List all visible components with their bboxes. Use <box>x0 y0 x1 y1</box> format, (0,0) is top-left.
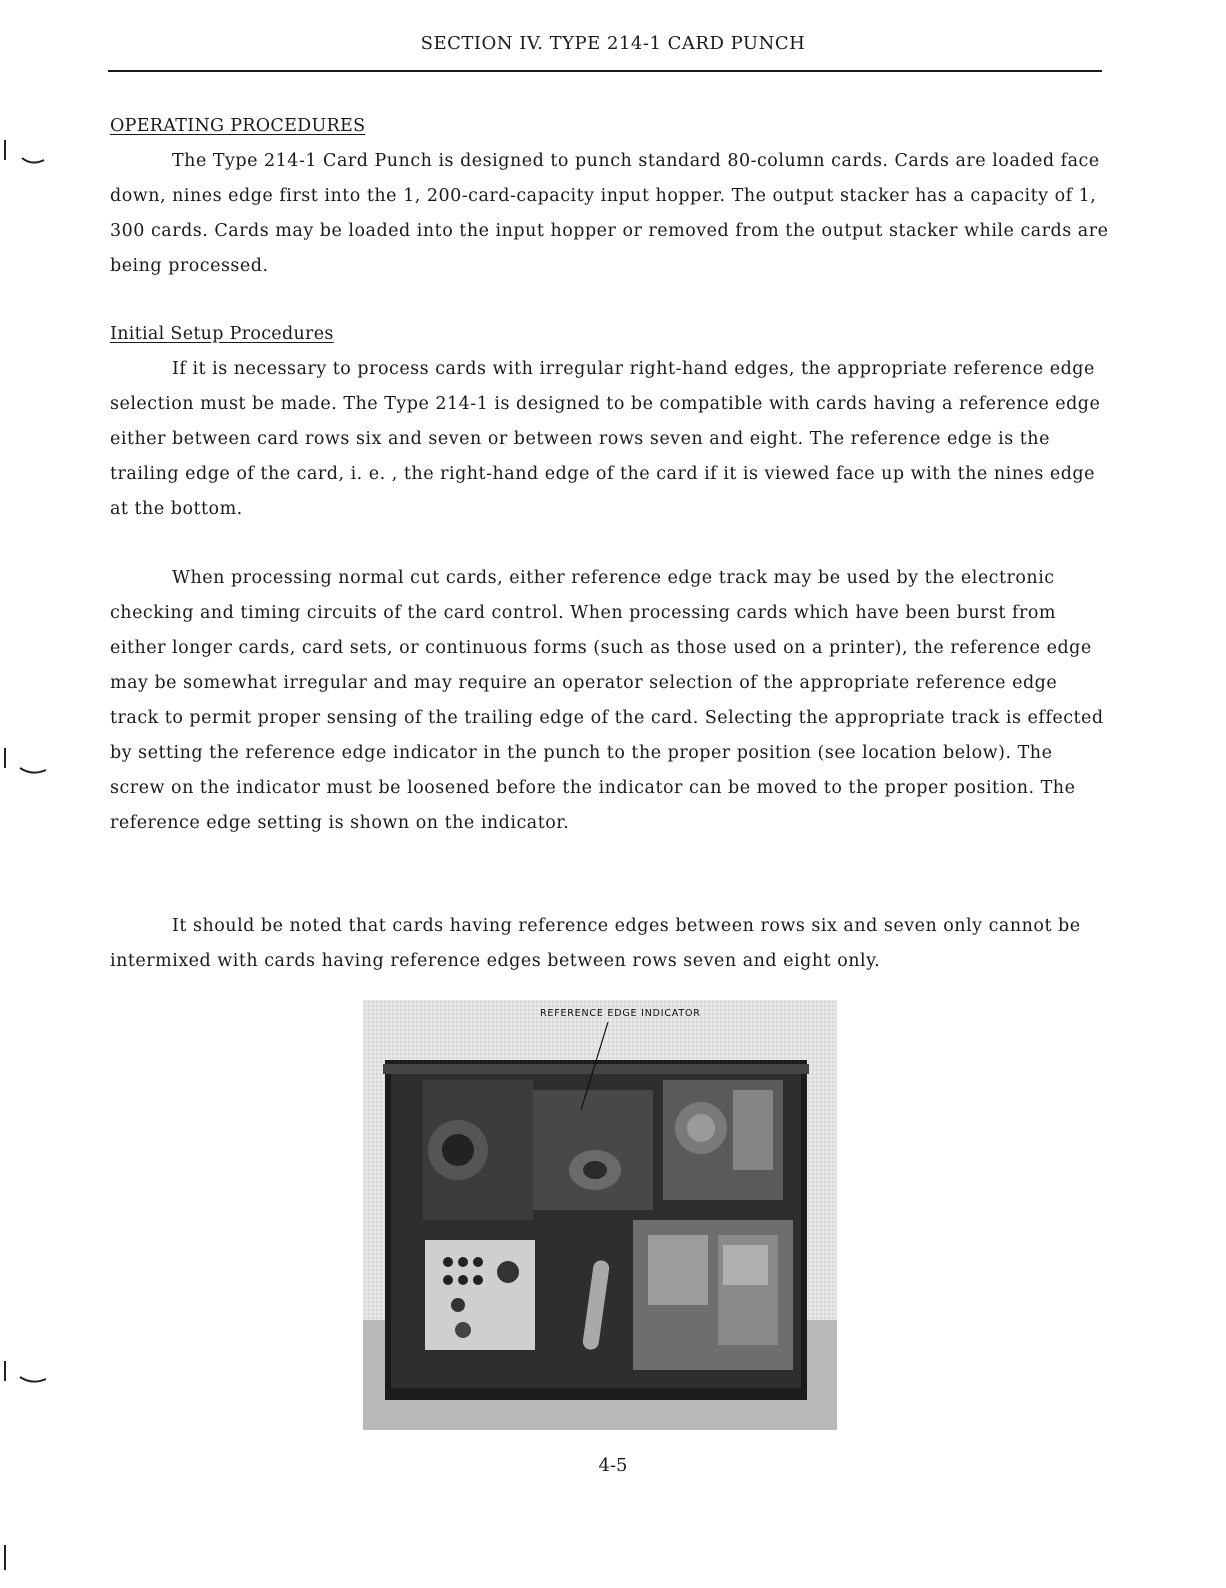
setup-paragraph-2: When processing normal cut cards, either reference edge track may be used by the electronic checking and timing circuits of the card control. When processing cards which have been burst from either longer cards, card sets, or continuous forms (such as those used on a printer), the reference edge may be somewhat irregular and may require an operator selection of the appropriate reference edge track to permit proper sensing of the trailing edge of the card. Selecting the appropriate track is effected by setting the reference edge indicator in the punch to the proper position (see location below). The screw on the indicator must be loosened before the indicator can be moved to the proper position. The reference edge setting is shown on the indicator. <box>110 568 1104 833</box>
page-number: 4-5 <box>598 1455 628 1476</box>
header-rule <box>108 70 1102 72</box>
margin-mark <box>0 1540 20 1580</box>
setup-paragraph-3: It should be noted that cards having reference edges between rows six and seven only cannot be intermixed with cards having reference edges between rows seven and eight only. <box>110 916 1081 971</box>
initial-setup-heading: Initial Setup Procedures <box>110 324 334 344</box>
card-punch-illustration <box>363 1000 837 1430</box>
reference-edge-indicator-label: REFERENCE EDGE INDICATOR <box>540 1008 701 1019</box>
page-header: SECTION IV. TYPE 214-1 CARD PUNCH <box>420 33 806 54</box>
margin-mark <box>0 740 50 790</box>
operating-procedures-heading: OPERATING PROCEDURES <box>110 116 366 136</box>
operating-procedures-paragraph: The Type 214-1 Card Punch is designed to punch standard 80-column cards. Cards are loaded face down, nines edge first into the 1, 200-card-capacity input hopper. The output stacker has a capacity of 1, 300 cards. Cards may be loaded into the input hopper or removed from the output stacker while cards are being processed. <box>110 151 1109 276</box>
card-punch-photo <box>363 1000 837 1430</box>
margin-mark <box>0 1355 50 1405</box>
margin-mark <box>0 130 50 180</box>
setup-paragraph-1: If it is necessary to process cards with irregular right-hand edges, the appropriate reference edge selection must be made. The Type 214-1 is designed to be compatible with cards having a reference edge either between card rows six and seven or between rows seven and eight. The reference edge is the trailing edge of the card, i. e. , the right-hand edge of the card if it is viewed face up with the nines edge at the bottom. <box>110 359 1101 519</box>
